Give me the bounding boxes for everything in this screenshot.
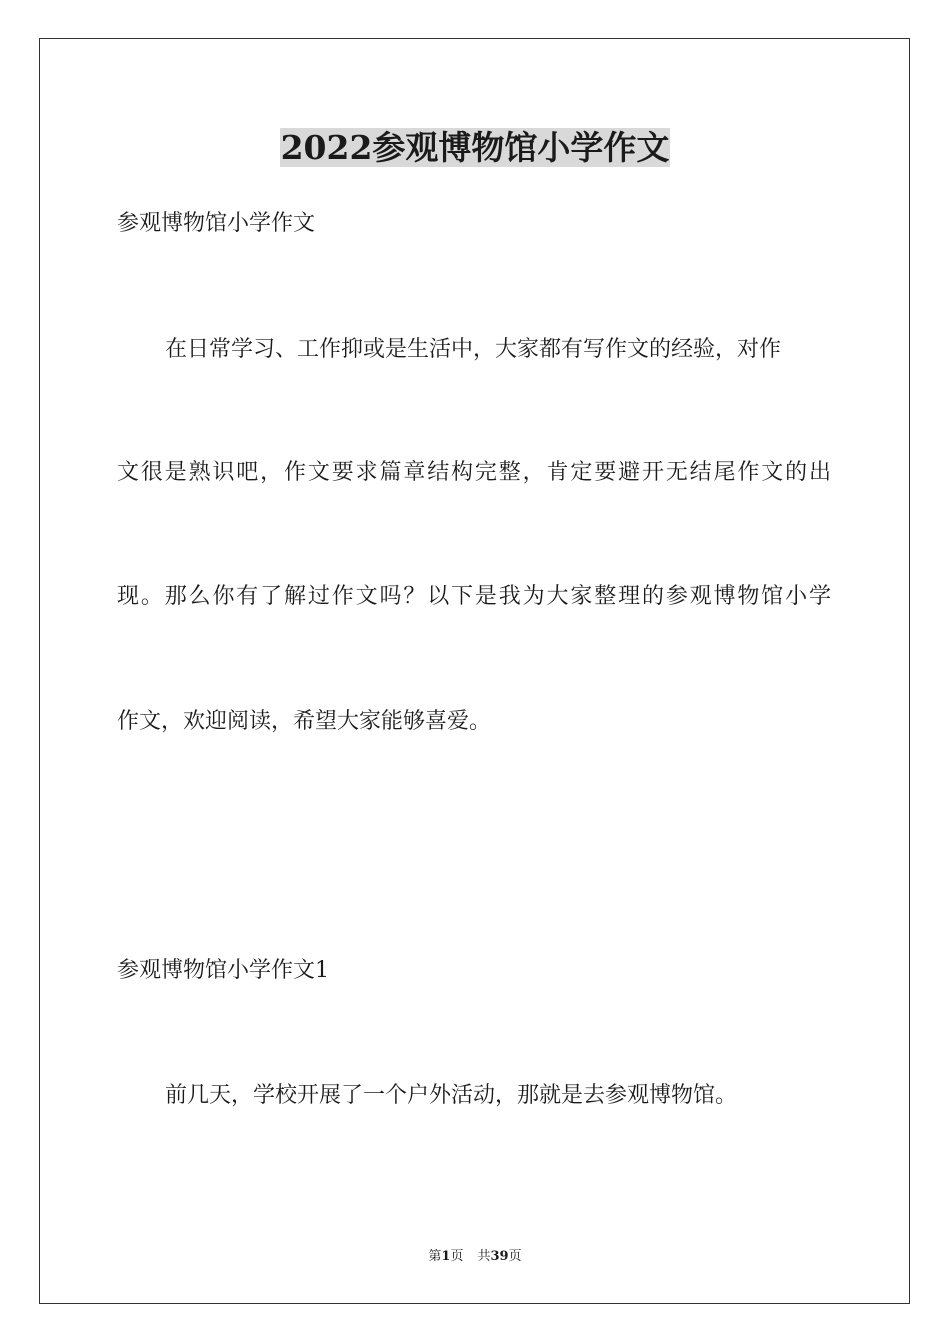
total-prefix: 共: [477, 1249, 491, 1264]
title-text: 2022参观博物馆小学作文: [280, 128, 670, 167]
section-heading: 参观博物馆小学作文1: [117, 958, 329, 983]
section-first-line: 前几天，学校开展了一个户外活动，那就是去参观博物馆。: [165, 1083, 738, 1108]
page-footer: [0, 1248, 950, 1266]
document-title: [0, 128, 950, 168]
page-prefix: 第: [428, 1249, 442, 1264]
intro-line-3: 现。那么你有了解过作文吗？以下是我为大家整理的参观博物馆小学: [117, 584, 831, 609]
intro-line-2: 文很是熟识吧，作文要求篇章结构完整，肯定要避开无结尾作文的出: [117, 460, 831, 485]
total-suffix: 页: [508, 1249, 522, 1264]
page-suffix: 页: [450, 1249, 464, 1264]
intro-line-1: 在日常学习、工作抑或是生活中，大家都有写作文的经验，对作: [165, 337, 782, 362]
total-pages: 39: [490, 1249, 509, 1264]
page-number: 1: [441, 1249, 451, 1264]
subtitle: 参观博物馆小学作文: [117, 211, 316, 236]
intro-line-4: 作文，欢迎阅读，希望大家能够喜爱。: [117, 709, 492, 734]
